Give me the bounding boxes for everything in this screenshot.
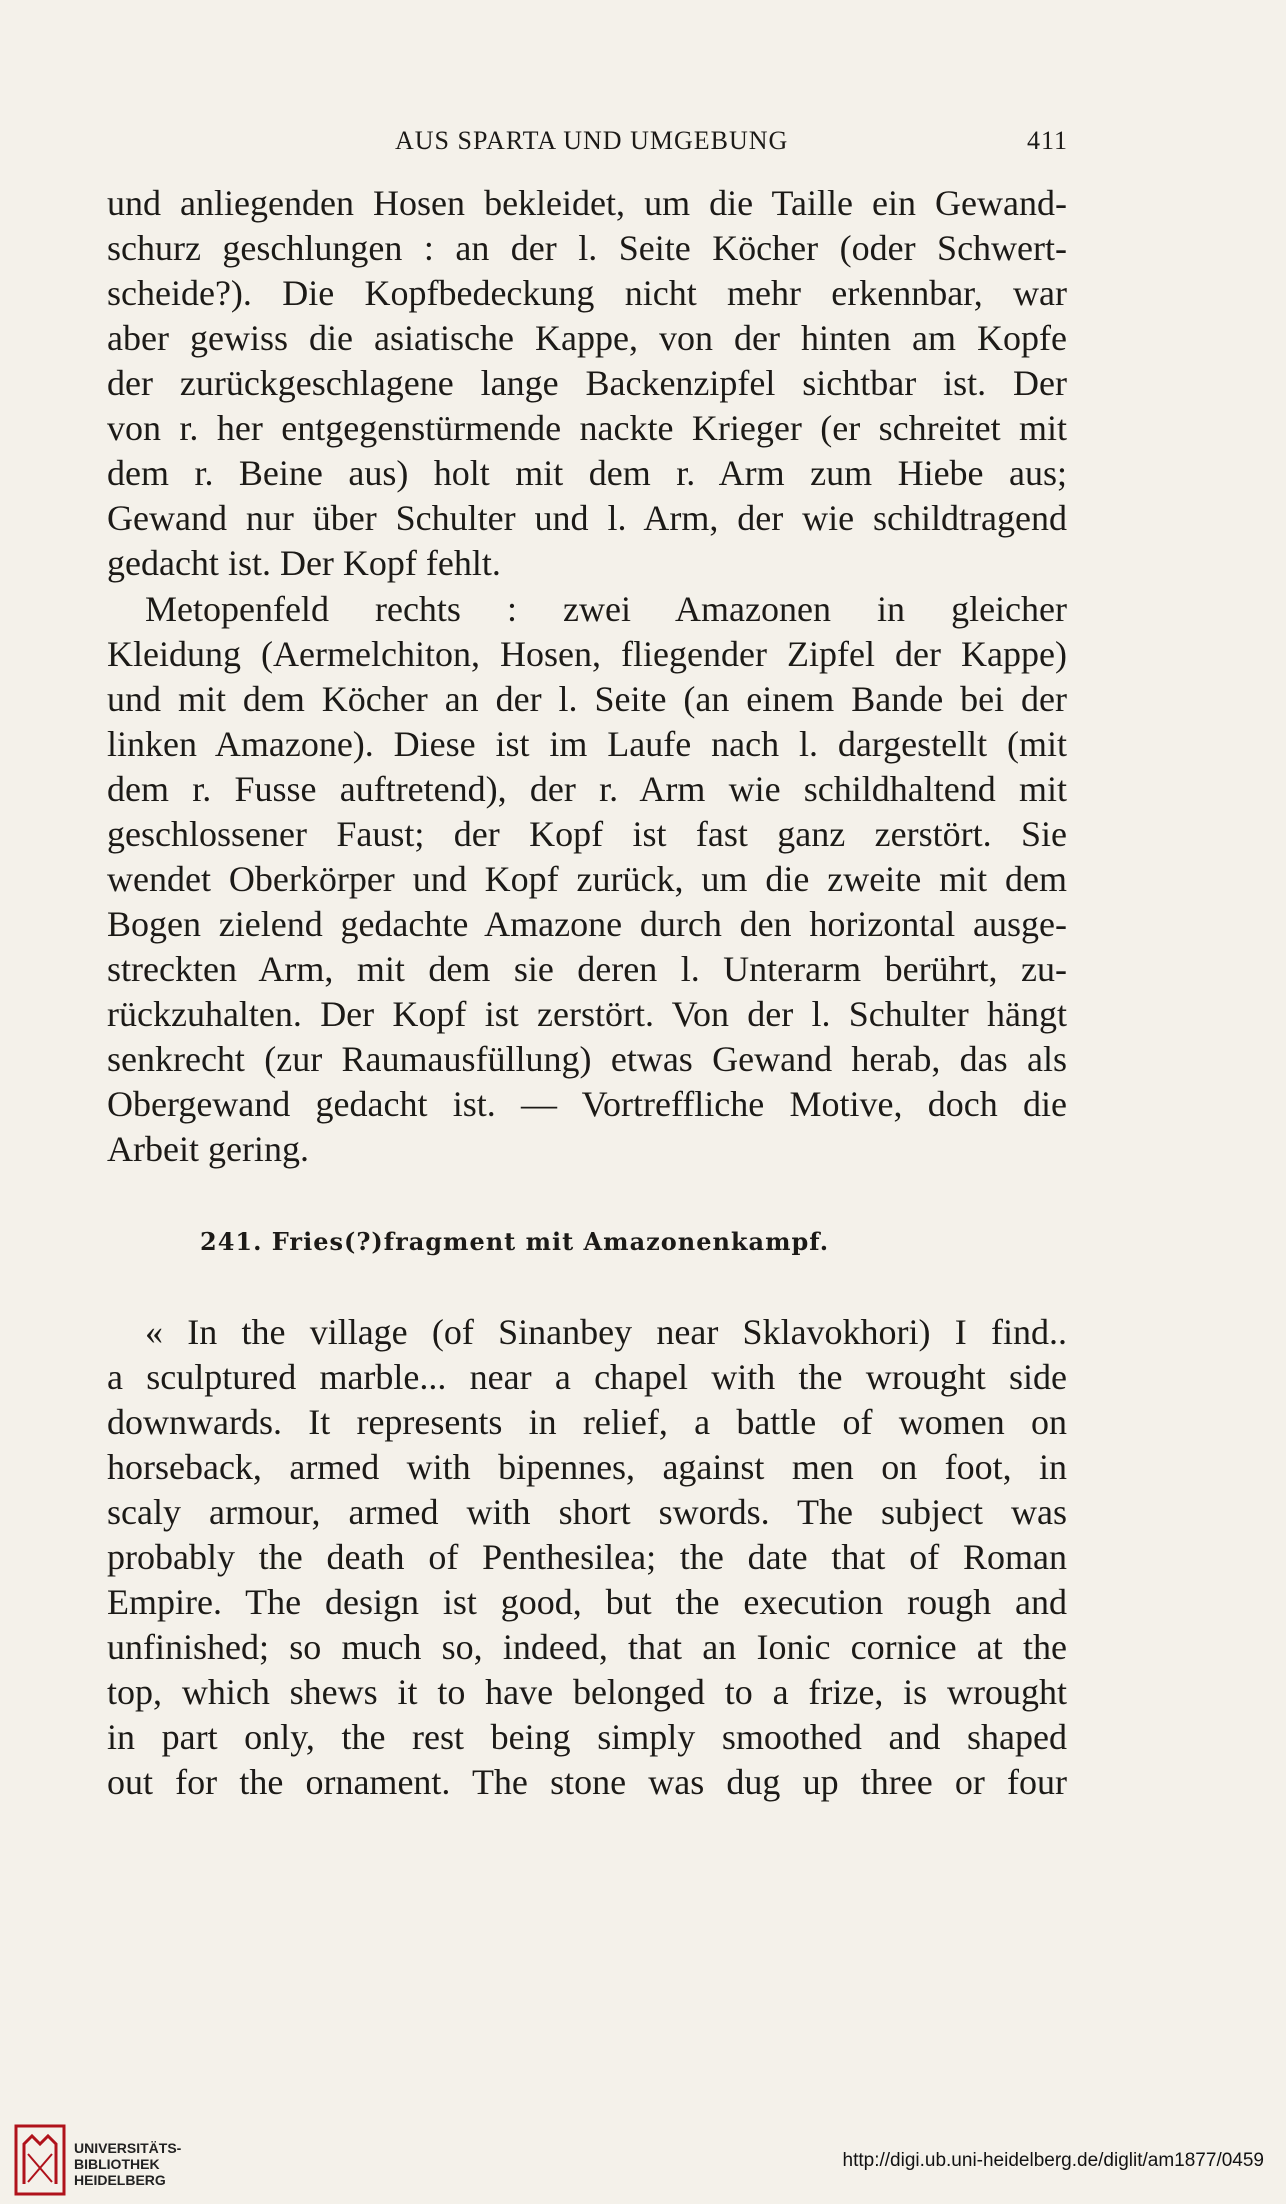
text-line: der zurückgeschlagene lange Backenzipfel sichtbar ist. Der (107, 363, 1067, 403)
library-line: HEIDELBERG (74, 2172, 166, 2188)
text-line: linken Amazone). Diese ist im Laufe nach l. dargestellt (mit (107, 724, 1067, 764)
text-line: und anliegenden Hosen bekleidet, um die Taille ein Gewand- (107, 183, 1067, 223)
text-line: in part only, the rest being simply smoothed and shaped (107, 1717, 1067, 1757)
text-line: rückzuhalten. Der Kopf ist zerstört. Von der l. Schulter hängt (107, 994, 1067, 1034)
text-line: dem r. Beine aus) holt mit dem r. Arm zum Hiebe aus; (107, 453, 1067, 493)
text-line: Arbeit gering. (107, 1129, 309, 1169)
library-seal-icon (14, 2124, 66, 2196)
text-line: schurz geschlungen : an der l. Seite Köcher (oder Schwert- (107, 228, 1067, 268)
library-line: UNIVERSITÄTS- (74, 2140, 182, 2156)
text-line: downwards. It represents in relief, a battle of women on (107, 1402, 1067, 1442)
text-line: gedacht ist. Der Kopf fehlt. (107, 543, 501, 583)
text-line: Obergewand gedacht ist. — Vortreffliche Motive, doch die (107, 1084, 1067, 1124)
text-line: a sculptured marble... near a chapel with the wrought side (107, 1357, 1067, 1397)
text-line: von r. her entgegenstürmende nackte Krieger (er schreitet mit (107, 408, 1067, 448)
text-line: scaly armour, armed with short swords. The subject was (107, 1492, 1067, 1532)
text-line: Empire. The design ist good, but the execution rough and (107, 1582, 1067, 1622)
running-title: AUS SPARTA UND UMGEBUNG (395, 126, 789, 155)
running-header (0, 122, 1286, 162)
text-line: geschlossener Faust; der Kopf ist fast ganz zerstört. Sie (107, 814, 1067, 854)
source-url[interactable]: http://digi.ub.uni-heidelberg.de/diglit/am1877/0459 (842, 2150, 1264, 2171)
text-line: Kleidung (Aermelchiton, Hosen, fliegender Zipfel der Kappe) (107, 634, 1067, 674)
text-line: Bogen zielend gedachte Amazone durch den horizontal ausge- (107, 904, 1067, 944)
section-heading: 241. Fries(?)fragment mit Amazonenkampf. (200, 1227, 830, 1256)
text-line: dem r. Fusse auftretend), der r. Arm wie schildhaltend mit (107, 769, 1067, 809)
text-line: aber gewiss die asiatische Kappe, von der hinten am Kopfe (107, 318, 1067, 358)
text-line: Gewand nur über Schulter und l. Arm, der wie schildtragend (107, 498, 1067, 538)
text-line: wendet Oberkörper und Kopf zurück, um die zweite mit dem (107, 859, 1067, 899)
text-line: « In the village (of Sinanbey near Sklavokhori) I find.. (145, 1312, 1067, 1352)
text-line: und mit dem Köcher an der l. Seite (an einem Bande bei der (107, 679, 1067, 719)
text-line: horseback, armed with bipennes, against men on foot, in (107, 1447, 1067, 1487)
page-number: 411 (1027, 126, 1069, 155)
text-line: streckten Arm, mit dem sie deren l. Unterarm berührt, zu- (107, 949, 1067, 989)
text-line: out for the ornament. The stone was dug up three or four (107, 1762, 1067, 1802)
text-line: senkrecht (zur Raumausfüllung) etwas Gewand herab, das als (107, 1039, 1067, 1079)
text-line: Metopenfeld rechts : zwei Amazonen in gleicher (145, 589, 1067, 629)
text-line: probably the death of Penthesilea; the date that of Roman (107, 1537, 1067, 1577)
library-name (74, 2140, 181, 2188)
library-line: BIBLIOTHEK (74, 2156, 160, 2172)
text-line: scheide?). Die Kopfbedeckung nicht mehr erkennbar, war (107, 273, 1067, 313)
text-line: unfinished; so much so, indeed, that an Ionic cornice at the (107, 1627, 1067, 1667)
text-line: top, which shews it to have belonged to a frize, is wrought (107, 1672, 1067, 1712)
